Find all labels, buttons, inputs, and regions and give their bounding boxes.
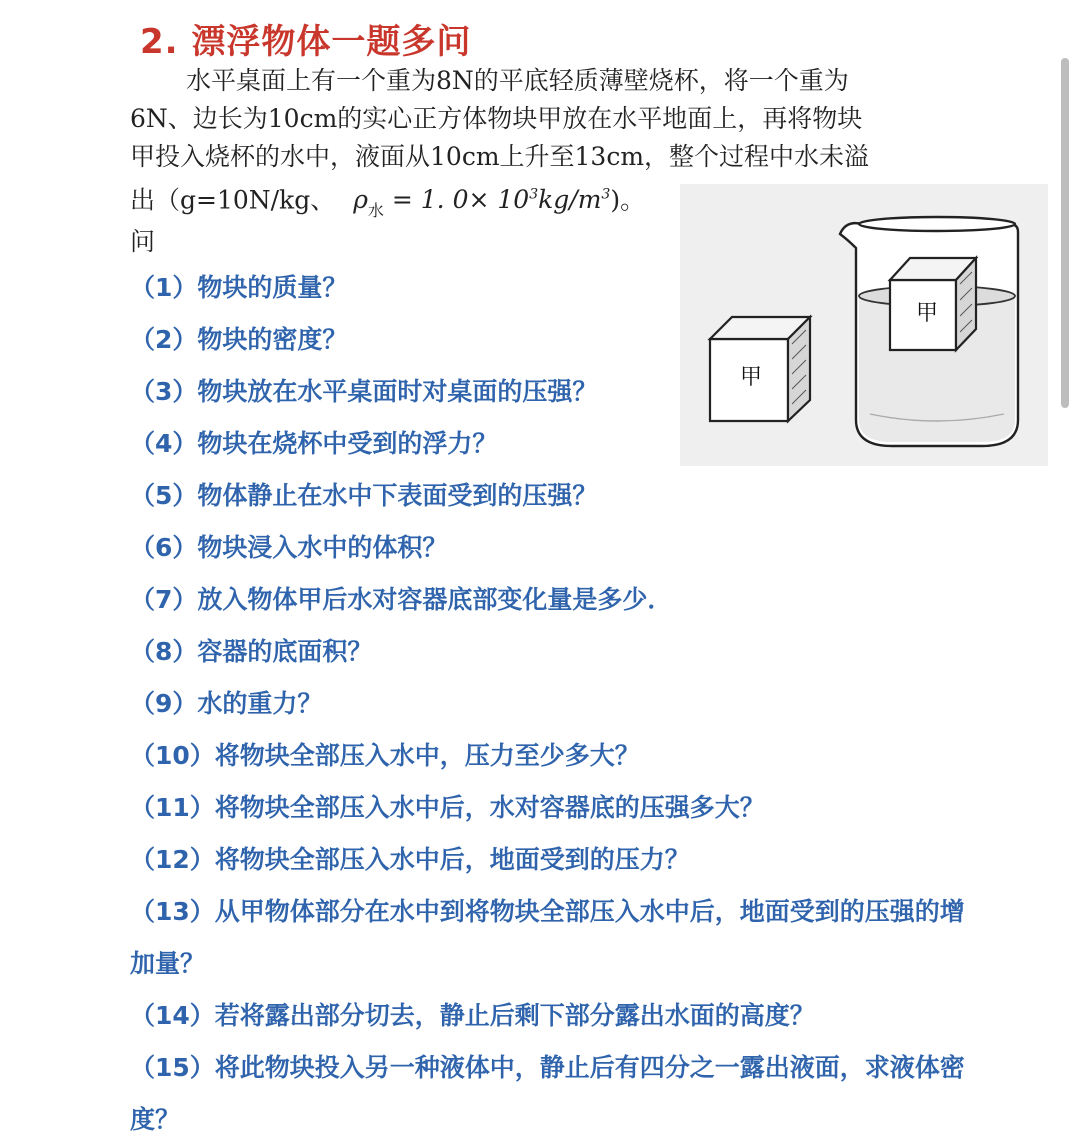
formula-value: = 1. 0× 10 (383, 185, 530, 215)
question-7: （7）放入物体甲后水对容器底部变化量是多少． (130, 585, 673, 614)
problem-line-4-suffix: )。 (610, 185, 646, 215)
question-list (130, 262, 970, 1146)
problem-line-2: 6N、边长为10cm的实心正方体物块甲放在水平地面上，再将物块 (130, 104, 863, 133)
formula-exponent: 3 (529, 187, 539, 203)
question-1: （1）物块的质量？ (130, 273, 348, 302)
question-14: （14）若将露出部分切去，静止后剩下部分露出水面的高度？ (130, 1001, 815, 1030)
formula-subscript: 水 (367, 201, 384, 221)
problem-line-1: 水平桌面上有一个重为8N的平底轻质薄壁烧杯，将一个重为 (186, 66, 849, 95)
formula-unit: kg/m (538, 185, 602, 215)
beaker-cube-label: 甲 (915, 301, 939, 326)
question-3: （3）物块放在水平桌面时对桌面的压强？ (130, 377, 598, 406)
question-12: （12）将物块全部压入水中后，地面受到的压力？ (130, 845, 690, 874)
vertical-scrollbar[interactable] (1061, 58, 1069, 408)
question-10: （10）将物块全部压入水中，压力至少多大？ (130, 741, 640, 770)
question-11: （11）将物块全部压入水中后，水对容器底的压强多大？ (130, 793, 765, 822)
formula-rho: ρ (353, 185, 368, 215)
question-13: （13）从甲物体部分在水中到将物块全部压入水中后，地面受到的压强的增加量？ (130, 897, 965, 978)
question-8: （8）容器的底面积？ (130, 637, 373, 666)
question-5: （5）物体静止在水中下表面受到的压强？ (130, 481, 598, 510)
problem-line-3: 甲投入烧杯的水中，液面从10cm上升至13cm，整个过程中水未溢 (130, 142, 870, 171)
ask-label: 问 (130, 227, 156, 256)
question-9: （9）水的重力？ (130, 689, 323, 718)
question-6: （6）物块浸入水中的体积？ (130, 533, 448, 562)
water-density-formula (353, 185, 611, 221)
question-4: （4）物块在烧杯中受到的浮力？ (130, 429, 498, 458)
formula-unit-exponent: 3 (601, 187, 611, 203)
question-15: （15）将此物块投入另一种液体中，静止后有四分之一露出液面，求液体密度？ (130, 1053, 965, 1134)
problem-line-4-prefix: 出（g=10N/kg、 (130, 185, 336, 215)
section-title: 2. 漂浮物体一题多问 (140, 22, 472, 62)
cube-label: 甲 (739, 365, 763, 390)
question-2: （2）物块的密度？ (130, 325, 348, 354)
